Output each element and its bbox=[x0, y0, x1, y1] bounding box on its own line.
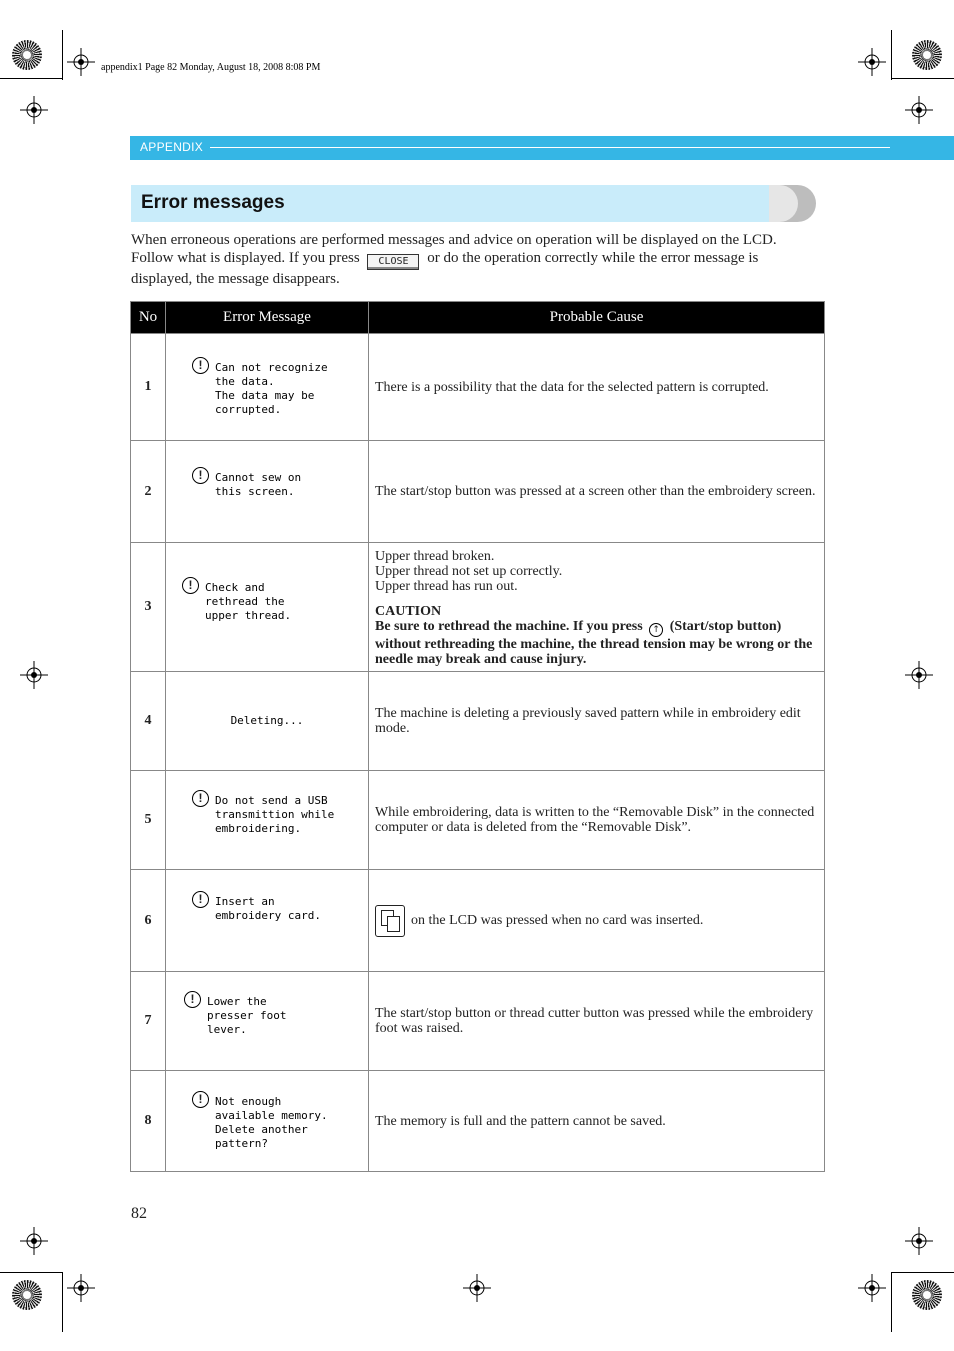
probable-cause: The start/stop button or thread cutter button was pressed while the embroidery foot was raised. bbox=[369, 972, 825, 1071]
cause-text: on the LCD was pressed when no card was inserted. bbox=[411, 912, 704, 928]
caution-button-label: (Start/stop button) bbox=[669, 619, 782, 634]
row-number: 4 bbox=[131, 672, 166, 771]
crop-mark bbox=[891, 78, 954, 79]
table-row bbox=[131, 771, 825, 870]
caution-text-part: without rethreading the machine, the thread tension may be wrong or the needle may break and cause injury. bbox=[375, 637, 813, 667]
crop-mark bbox=[891, 1272, 954, 1273]
page-title: Error messages bbox=[141, 192, 285, 213]
table-row bbox=[131, 870, 825, 972]
error-table bbox=[130, 301, 825, 1172]
close-key-icon: CLOSE bbox=[367, 254, 419, 270]
cause-line: Upper thread has run out. bbox=[375, 579, 518, 594]
lcd-text: Lower the presser foot lever. bbox=[207, 995, 287, 1036]
crop-mark bbox=[62, 30, 63, 80]
section-rule bbox=[210, 147, 890, 148]
crosshair-icon bbox=[20, 96, 48, 124]
cause-line: Upper thread broken. bbox=[375, 549, 495, 564]
registration-sun-icon bbox=[912, 1280, 942, 1310]
row-number: 7 bbox=[131, 972, 166, 1071]
page-number: 82 bbox=[131, 1205, 147, 1222]
table-row bbox=[131, 1071, 825, 1172]
lcd-message bbox=[166, 543, 369, 672]
start-stop-icon: ↑ bbox=[649, 623, 663, 637]
lcd-text: Insert an embroidery card. bbox=[215, 894, 321, 922]
warning-icon: ! bbox=[192, 891, 209, 908]
section-label: APPENDIX bbox=[140, 140, 204, 154]
header-error-message: Error Message bbox=[166, 302, 369, 334]
crosshair-icon bbox=[858, 1274, 886, 1302]
table-row bbox=[131, 543, 825, 672]
probable-cause bbox=[369, 870, 825, 972]
title-band bbox=[131, 185, 769, 222]
lcd-message bbox=[166, 334, 369, 441]
crosshair-icon bbox=[20, 661, 48, 689]
caution-text bbox=[375, 619, 816, 667]
header-probable-cause: Probable Cause bbox=[369, 302, 825, 334]
embroidery-card-icon bbox=[375, 905, 405, 937]
lcd-message bbox=[166, 870, 369, 972]
crop-mark bbox=[891, 30, 892, 80]
warning-icon: ! bbox=[182, 577, 199, 594]
crosshair-icon bbox=[905, 661, 933, 689]
caution-text-part: Be sure to rethread the machine. If you press bbox=[375, 619, 643, 634]
crop-mark bbox=[0, 78, 62, 79]
section-bar bbox=[130, 136, 954, 160]
table-header-row bbox=[131, 302, 825, 334]
probable-cause: There is a possibility that the data for the selected pattern is corrupted. bbox=[369, 334, 825, 441]
cause-line: Upper thread not set up correctly. bbox=[375, 564, 563, 579]
header-no: No bbox=[131, 302, 166, 334]
lcd-text: Not enough available memory. Delete another pattern? bbox=[215, 1095, 328, 1150]
crosshair-icon bbox=[463, 1274, 491, 1302]
table-row bbox=[131, 441, 825, 543]
table-row bbox=[131, 672, 825, 771]
printer-note: appendix1 Page 82 Monday, August 18, 2008 8:08 PM bbox=[101, 62, 321, 73]
lcd-message bbox=[166, 972, 369, 1071]
caution-title: CAUTION bbox=[375, 604, 442, 619]
lcd-message bbox=[166, 672, 369, 771]
intro-paragraph bbox=[131, 231, 821, 288]
row-number: 8 bbox=[131, 1071, 166, 1172]
lcd-text: Can not recognize the data. The data may be corrupted. bbox=[215, 361, 328, 416]
warning-icon: ! bbox=[184, 991, 201, 1008]
crop-mark bbox=[62, 1272, 63, 1332]
lcd-text: Do not send a USB transmittion while embroidering. bbox=[215, 794, 335, 835]
row-number: 6 bbox=[131, 870, 166, 972]
crosshair-icon bbox=[67, 48, 95, 76]
registration-sun-icon bbox=[12, 40, 42, 70]
intro-text: When erroneous operations are performed messages and advice on operation will be displayed on the LCD. Follow what is displayed. If you press bbox=[131, 232, 777, 266]
lcd-text: Check and rethread the upper thread. bbox=[205, 581, 292, 622]
probable-cause: The start/stop button was pressed at a screen other than the embroidery screen. bbox=[369, 441, 825, 543]
warning-icon: ! bbox=[192, 357, 209, 374]
registration-sun-icon bbox=[912, 40, 942, 70]
probable-cause: While embroidering, data is written to the “Removable Disk” in the connected computer or data is deleted from the “Removable Disk”. bbox=[369, 771, 825, 870]
table-row bbox=[131, 972, 825, 1071]
crop-mark bbox=[891, 1272, 892, 1332]
registration-sun-icon bbox=[12, 1280, 42, 1310]
lcd-message bbox=[166, 441, 369, 543]
crosshair-icon bbox=[67, 1274, 95, 1302]
row-number: 1 bbox=[131, 334, 166, 441]
warning-icon: ! bbox=[192, 1091, 209, 1108]
row-number: 3 bbox=[131, 543, 166, 672]
lcd-text: Cannot sew on this screen. bbox=[215, 470, 302, 498]
probable-cause: The memory is full and the pattern cannot be saved. bbox=[369, 1071, 825, 1172]
crosshair-icon bbox=[858, 48, 886, 76]
crosshair-icon bbox=[905, 96, 933, 124]
table-row bbox=[131, 334, 825, 441]
lcd-message bbox=[166, 771, 369, 870]
lcd-text: Deleting... bbox=[230, 714, 304, 727]
crop-mark bbox=[0, 1272, 62, 1273]
probable-cause: The machine is deleting a previously saved pattern while in embroidery edit mode. bbox=[369, 672, 825, 771]
warning-icon: ! bbox=[192, 790, 209, 807]
intro-text: or do the operation correctly while the error message is displayed, the message disappears. bbox=[131, 250, 759, 287]
crosshair-icon bbox=[905, 1227, 933, 1255]
lcd-message bbox=[166, 1071, 369, 1172]
probable-cause bbox=[369, 543, 825, 672]
row-number: 5 bbox=[131, 771, 166, 870]
row-number: 2 bbox=[131, 441, 166, 543]
crosshair-icon bbox=[20, 1227, 48, 1255]
warning-icon: ! bbox=[192, 467, 209, 484]
